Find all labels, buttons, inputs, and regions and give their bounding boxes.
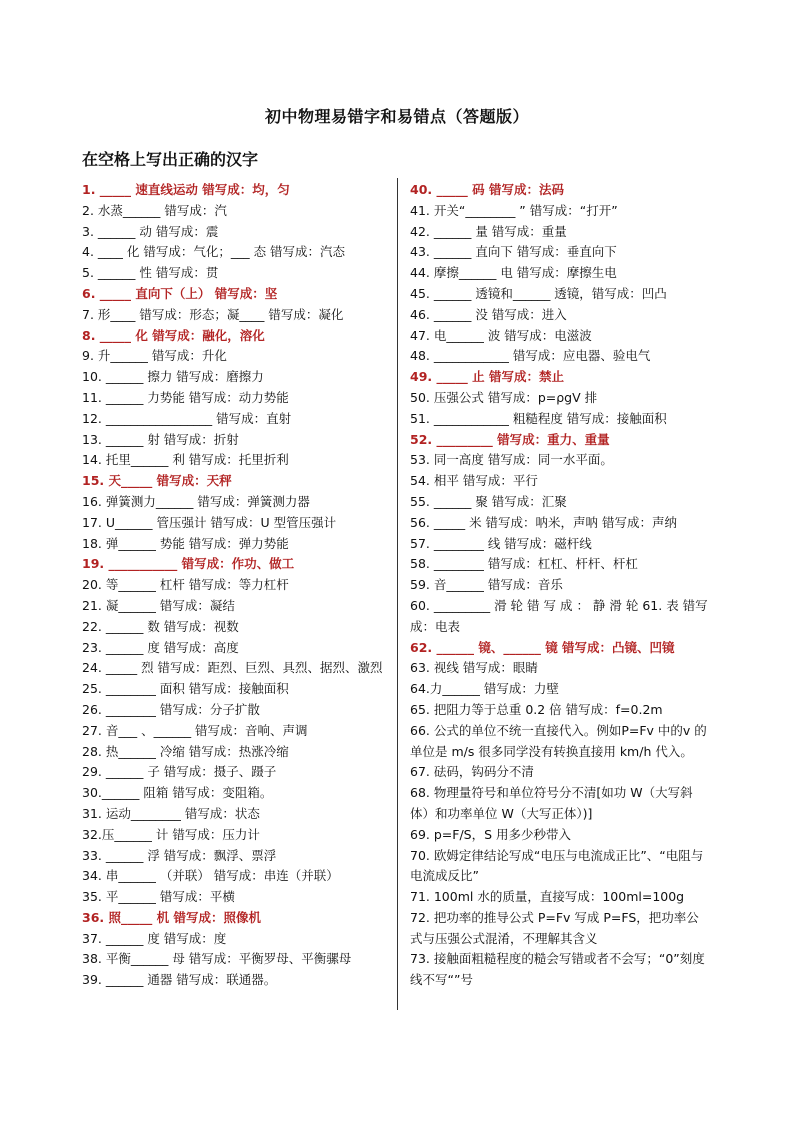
- list-item: 23. ______ 度 错写成：高度: [82, 639, 239, 655]
- list-item: 28. 热______ 冷缩 错写成：热涨冷缩: [82, 743, 289, 759]
- list-item: 33. ______ 浮 错写成：飘浮、票浮: [82, 847, 277, 863]
- list-item: 20. 等______ 杠杆 错写成：等力杠杆: [82, 577, 289, 593]
- list-item: 51. ____________ 粗糙程度 错写成：接触面积: [410, 410, 667, 426]
- list-item: 31. 运动________ 错写成：状态: [82, 805, 260, 821]
- list-item: 49. _____ 止 错写成：禁止: [410, 369, 564, 385]
- list-item: 34. 串______ （并联） 错写成：串连（并联）: [82, 868, 339, 884]
- list-item: 57. ________ 线 错写成：磁杆线: [410, 535, 592, 551]
- list-item: 46. ______ 没 错写成：进入: [410, 306, 567, 322]
- right-column: [410, 180, 710, 991]
- list-item: 7. 形____ 错写成：形态；凝____ 错写成：凝化: [82, 306, 344, 322]
- list-item: 60. _________ 滑 轮 错 写 成 ： 静 滑 轮 61. 表 错写成：电表: [410, 597, 708, 634]
- list-item: 55. ______ 聚 错写成：汇聚: [410, 493, 567, 509]
- list-item: 35. 平______ 错写成：平横: [82, 889, 235, 905]
- list-item: 42. ______ 量 错写成：重量: [410, 223, 567, 239]
- list-item: 44. 摩擦______ 电 错写成：摩擦生电: [410, 265, 617, 281]
- list-item: 16. 弹簧测力______ 错写成：弹簧测力器: [82, 493, 310, 509]
- list-item: 52. _________ 错写成：重力、重量: [410, 431, 610, 447]
- list-item: 71. 100ml 水的质量，直接写成：100ml=100g: [410, 889, 685, 905]
- list-item: 59. 音______ 错写成：音乐: [410, 577, 563, 593]
- list-item: 54. 相平 错写成：平行: [410, 473, 538, 489]
- list-item: 41. 开关“________ ” 错写成：“打开”: [410, 202, 618, 218]
- list-item: 6. _____ 直向下（上） 错写成：坚: [82, 285, 278, 301]
- list-item: 24. _____ 烈 错写成：距烈、巨烈、具烈、据烈、激烈: [82, 660, 383, 676]
- list-item: 67. 砝码，钩码分不清: [410, 764, 534, 780]
- list-item: 3. ______ 动 错写成：震: [82, 223, 219, 239]
- list-item: 50. 压强公式 错写成：p=ρgV 排: [410, 389, 598, 405]
- list-item: 9. 升______ 错写成：升化: [82, 348, 227, 364]
- list-item: 62. ______ 镜、______ 镜 错写成：凸镜、凹镜: [410, 639, 675, 655]
- list-item: 48. ____________ 错写成：应电器、验电气: [410, 348, 651, 364]
- list-item: 26. ________ 错写成：分子扩散: [82, 701, 260, 717]
- list-item: 5. ______ 性 错写成：贯: [82, 265, 219, 281]
- list-item: 38. 平衡______ 母 错写成：平衡罗母、平衡骡母: [82, 951, 352, 967]
- list-item: 2. 水蒸______ 错写成：汽: [82, 202, 227, 218]
- list-item: 8. _____ 化 错写成：融化，溶化: [82, 327, 265, 343]
- list-item: 39. ______ 通器 错写成：联通器。: [82, 972, 277, 988]
- list-item: 27. 音___ 、______ 错写成：音响、声调: [82, 722, 308, 738]
- list-item: 19. ___________ 错写成：作功、做工: [82, 556, 295, 572]
- left-column: [82, 180, 392, 991]
- list-item: 40. _____ 码 错写成：法码: [410, 182, 564, 197]
- list-item: 70. 欧姆定律结论写成“电压与电流成正比”、“电阻与电流成反比”: [410, 847, 704, 884]
- list-item: 32.压______ 计 错写成：压力计: [82, 826, 260, 842]
- list-item: 14. 托里______ 利 错写成：托里折利: [82, 452, 289, 468]
- section-heading: 在空格上写出正确的汉字: [82, 150, 259, 169]
- list-item: 30.______ 阻箱 错写成：变阻箱。: [82, 785, 273, 801]
- list-item: 4. ____ 化 错写成：气化；___ 态 错写成：汽态: [82, 244, 346, 260]
- page-title: 初中物理易错字和易错点（答题版）: [264, 107, 529, 126]
- list-item: 45. ______ 透镜和______ 透镜，错写成：凹凸: [410, 285, 667, 301]
- list-item: 11. ______ 力势能 错写成：动力势能: [82, 389, 289, 405]
- list-item: 58. ________ 错写成：杠杠、杆杆、杆杠: [410, 556, 638, 572]
- list-item: 65. 把阻力等于总重 0.2 倍 错写成：f=0.2m: [410, 701, 663, 717]
- list-item: 15. 天_____ 错写成：天秤: [82, 473, 232, 489]
- list-item: 37. ______ 度 错写成：度: [82, 930, 227, 946]
- list-item: 10. ______ 擦力 错写成：磨擦力: [82, 369, 264, 385]
- list-item: 53. 同一高度 错写成：同一水平面。: [410, 452, 613, 468]
- column-divider: [397, 178, 398, 1010]
- list-item: 18. 弹______ 势能 错写成：弹力势能: [82, 535, 289, 551]
- list-item: 22. ______ 数 错写成：视数: [82, 618, 239, 634]
- list-item: 17. U______ 管压强计 错写成：U 型管压强计: [82, 514, 337, 530]
- list-item: 13. ______ 射 错写成：折射: [82, 431, 239, 447]
- list-item: 25. ________ 面积 错写成：接触面积: [82, 681, 289, 697]
- list-item: 64.力______ 错写成：力壁: [410, 681, 559, 697]
- list-item: 66. 公式的单位不统一直接代入。例如P=Fv 中的v 的单位是 m/s 很多同学没有转换直接用 km/h 代入。: [410, 722, 707, 759]
- list-item: 12. _________________ 错写成：直射: [82, 410, 292, 426]
- list-item: 21. 凝______ 错写成：凝结: [82, 597, 235, 613]
- list-item: 47. 电______ 波 错写成：电滋波: [410, 327, 592, 343]
- list-item: 1. _____ 速直线运动 错写成：均，匀: [82, 182, 290, 197]
- list-item: 72. 把功率的推导公式 P=Fv 写成 P=FS，把功率公式与压强公式混淆，不理解其含义: [410, 909, 699, 946]
- list-item: 56. _____ 米 错写成：呐米，声呐 错写成：声纳: [410, 514, 678, 530]
- list-item: 68. 物理量符号和单位符号分不清[如功 W（大写斜体）和功率单位 W（大写正体）)]: [410, 785, 693, 821]
- list-item: 69. p=F/S，S 用多少秒带入: [410, 826, 572, 842]
- list-item: 73. 接触面粗糙程度的糙会写错或者不会写；“0”刻度线不写“”号: [410, 951, 705, 988]
- list-item: 63. 视线 错写成：眼睛: [410, 660, 538, 676]
- list-item: 29. ______ 子 错写成：摄子、蹑子: [82, 764, 277, 780]
- list-item: 36. 照_____ 机 错写成：照像机: [82, 909, 261, 925]
- list-item: 43. ______ 直向下 错写成：垂直向下: [410, 244, 617, 260]
